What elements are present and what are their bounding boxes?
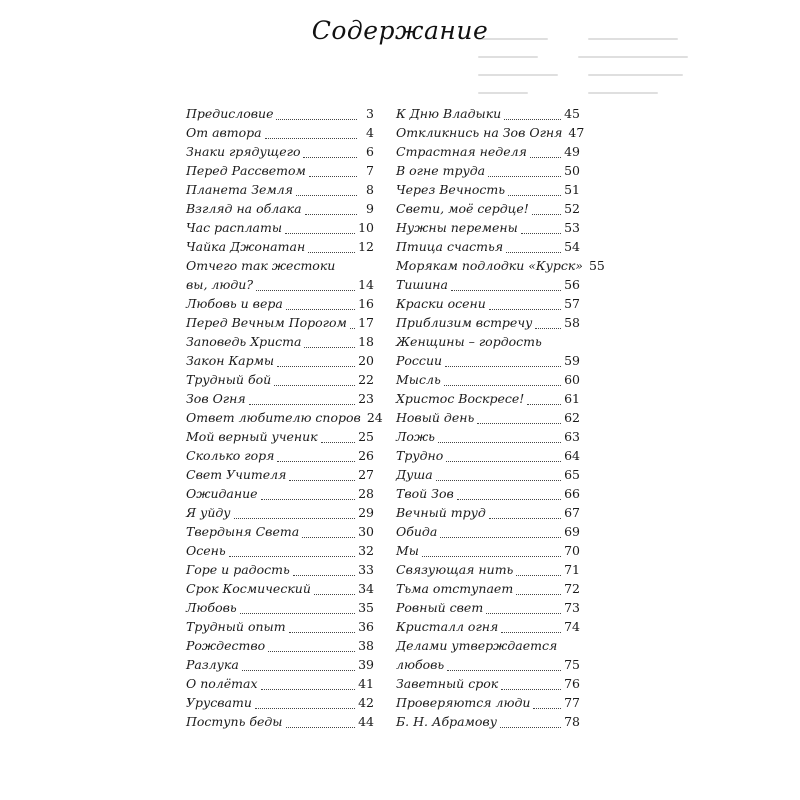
dot-leader xyxy=(274,385,355,386)
toc-entry-title: Женщины – гордость xyxy=(396,334,542,349)
toc-entry xyxy=(396,142,580,161)
dot-leader xyxy=(321,442,355,443)
toc-entry-page: 28 xyxy=(358,486,374,501)
dot-leader xyxy=(277,461,355,462)
toc-entry xyxy=(186,237,374,256)
toc-entry-page: 69 xyxy=(564,524,580,539)
toc-entry-page: 74 xyxy=(564,619,580,634)
dot-leader xyxy=(314,594,355,595)
toc-entry-title: Через Вечность xyxy=(396,182,506,197)
toc-entry-page: 47 xyxy=(568,125,585,140)
toc-entry xyxy=(396,408,580,427)
dot-leader xyxy=(302,537,355,538)
toc-entry-title: Знаки грядущего xyxy=(186,144,301,159)
toc-entry-page: 3 xyxy=(366,106,374,121)
toc-entry xyxy=(186,332,374,351)
dot-leader xyxy=(286,727,356,728)
toc-entry-title: Взгляд на облака xyxy=(186,201,302,216)
toc-entry-title: Трудный опыт xyxy=(186,619,286,634)
toc-entry-title: От автора xyxy=(186,125,262,140)
toc-entry-page: 59 xyxy=(564,353,580,368)
dot-leader xyxy=(293,575,355,576)
toc-entry-page: 44 xyxy=(358,714,374,729)
toc-entry-title: Закон Кармы xyxy=(186,353,275,368)
toc-entry xyxy=(396,484,580,503)
dot-leader xyxy=(229,556,355,557)
dot-leader xyxy=(500,727,561,728)
toc-entry-title: Тишина xyxy=(396,277,448,292)
toc-entry xyxy=(396,370,580,389)
dot-leader xyxy=(289,480,355,481)
toc-entry-line xyxy=(396,351,580,370)
toc-entry xyxy=(186,123,374,142)
toc-entry-title: Вечный труд xyxy=(396,505,486,520)
toc-entry-title: Душа xyxy=(396,467,433,482)
toc-entry-title: Трудно xyxy=(396,448,444,463)
dot-leader xyxy=(477,423,561,424)
toc-entry xyxy=(396,636,580,674)
toc-entry-title: Нужны перемены xyxy=(396,220,518,235)
dot-leader xyxy=(240,613,355,614)
toc-entry-page: 58 xyxy=(564,315,580,330)
toc-entry-page: 63 xyxy=(564,429,580,444)
bleed-through-text xyxy=(478,36,718,108)
toc-entry-title: Делами утверждается xyxy=(396,638,558,653)
toc-entry-page: 62 xyxy=(564,410,580,425)
toc-entry-title: Ожидание xyxy=(186,486,258,501)
toc-entry-title: Твой Зов xyxy=(396,486,454,501)
toc-entry xyxy=(396,123,585,142)
toc-entry xyxy=(186,636,374,655)
dot-leader xyxy=(535,328,561,329)
toc-entry xyxy=(186,256,374,294)
toc-entry-page: 36 xyxy=(358,619,374,634)
toc-entry-title: Любовь xyxy=(186,600,237,615)
toc-entry-page: 18 xyxy=(358,334,374,349)
toc-entry-title: О полётах xyxy=(186,676,258,691)
toc-entry xyxy=(396,712,580,731)
dot-leader xyxy=(308,252,355,253)
toc-entry-page: 42 xyxy=(358,695,374,710)
dot-leader xyxy=(447,670,561,671)
toc-entry xyxy=(186,446,374,465)
toc-entry xyxy=(186,579,374,598)
toc-entry xyxy=(396,389,580,408)
toc-entry xyxy=(186,693,374,712)
toc-entry-page: 56 xyxy=(564,277,580,292)
toc-entry-page: 9 xyxy=(366,201,374,216)
dot-leader xyxy=(488,176,561,177)
toc-entry xyxy=(396,180,580,199)
dot-leader xyxy=(489,309,561,310)
toc-entry xyxy=(396,674,580,693)
toc-entry-title: Срок Космический xyxy=(186,581,311,596)
toc-entry-page: 30 xyxy=(358,524,374,539)
toc-entry-title: Урусвати xyxy=(186,695,252,710)
page-title: Содержание xyxy=(311,16,489,45)
toc-entry-page: 65 xyxy=(564,467,580,482)
toc-entry xyxy=(186,655,374,674)
toc-entry-title: Птица счастья xyxy=(396,239,504,254)
toc-entry-title: Перед Вечным Порогом xyxy=(186,315,347,330)
toc-entry xyxy=(396,693,580,712)
toc-entry-page: 39 xyxy=(358,657,374,672)
toc-entry xyxy=(186,351,374,370)
toc-entry-title: Твердыня Света xyxy=(186,524,300,539)
toc-entry-page: 53 xyxy=(564,220,580,235)
toc-entry xyxy=(396,465,580,484)
toc-entry xyxy=(186,598,374,617)
toc-entry xyxy=(186,199,374,218)
toc-entry-title: Откликнись на Зов Огня xyxy=(396,125,563,140)
toc-entry xyxy=(396,294,580,313)
toc-entry xyxy=(186,142,374,161)
toc-entry-page: 72 xyxy=(564,581,580,596)
dot-leader xyxy=(305,214,357,215)
toc-entry-title: Б. Н. Абрамову xyxy=(396,714,497,729)
toc-entry-page: 66 xyxy=(564,486,580,501)
dot-leader xyxy=(261,499,356,500)
toc-entry-page: 14 xyxy=(358,277,374,292)
dot-leader xyxy=(276,119,357,120)
toc-entry-title: Любовь и вера xyxy=(186,296,283,311)
toc-entry-page: 61 xyxy=(564,391,580,406)
dot-leader xyxy=(256,290,355,291)
toc-entry-page: 8 xyxy=(366,182,374,197)
toc-entry-page: 60 xyxy=(564,372,580,387)
toc-entry-line xyxy=(186,275,374,294)
toc-entry-title: Осень xyxy=(186,543,226,558)
toc-entry-page: 45 xyxy=(564,106,580,121)
toc-entry xyxy=(396,503,580,522)
toc-entry xyxy=(186,389,374,408)
toc-entry xyxy=(396,522,580,541)
toc-entry-title-cont: любовь xyxy=(396,657,445,672)
toc-entry-page: 34 xyxy=(358,581,374,596)
toc-entry-page: 52 xyxy=(564,201,580,216)
toc-entry xyxy=(396,598,580,617)
dot-leader xyxy=(506,252,561,253)
dot-leader xyxy=(521,233,561,234)
toc-entry-page: 55 xyxy=(588,258,605,273)
toc-entry-title: Мы xyxy=(396,543,419,558)
toc-entry-title: Краски осени xyxy=(396,296,486,311)
toc-entry-title: Заповедь Христа xyxy=(186,334,302,349)
toc-entry xyxy=(396,541,580,560)
toc-entry-title: Поступь беды xyxy=(186,714,283,729)
dot-leader xyxy=(533,708,561,709)
dot-leader xyxy=(501,689,561,690)
toc-entry-page: 6 xyxy=(366,144,374,159)
toc-entry xyxy=(396,617,580,636)
dot-leader xyxy=(268,651,355,652)
toc-entry xyxy=(396,446,580,465)
toc-entry xyxy=(186,427,374,446)
toc-entry-title: Заветный срок xyxy=(396,676,499,691)
toc-entry-title: Христос Воскресе! xyxy=(396,391,525,406)
dot-leader xyxy=(516,594,561,595)
toc-entry-page: 51 xyxy=(564,182,580,197)
toc-entry-page: 24 xyxy=(366,410,383,425)
dot-leader xyxy=(489,518,561,519)
dot-leader xyxy=(303,157,357,158)
toc-entry-page: 16 xyxy=(358,296,374,311)
toc-entry xyxy=(396,275,580,294)
toc-entry-title: Обида xyxy=(396,524,438,539)
toc-entry-page: 27 xyxy=(358,467,374,482)
dot-leader xyxy=(444,385,561,386)
dot-leader xyxy=(504,119,561,120)
toc-entry xyxy=(186,712,374,731)
toc-entry-title: В огне труда xyxy=(396,163,486,178)
dot-leader xyxy=(234,518,356,519)
toc-entry-title: Планета Земля xyxy=(186,182,294,197)
dot-leader xyxy=(249,404,355,405)
toc-entry xyxy=(396,256,605,275)
dot-leader xyxy=(532,214,561,215)
dot-leader xyxy=(350,328,355,329)
toc-entry xyxy=(186,560,374,579)
toc-entry xyxy=(396,560,580,579)
toc-entry-page: 54 xyxy=(564,239,580,254)
dot-leader xyxy=(527,404,561,405)
toc-column-left xyxy=(186,104,383,731)
toc-entry-title: Я уйду xyxy=(186,505,231,520)
dot-leader xyxy=(265,138,357,139)
toc-entry xyxy=(396,161,580,180)
toc-entry-page: 33 xyxy=(358,562,374,577)
toc-entry-title: Свети, моё сердце! xyxy=(396,201,529,216)
toc-entry-page: 26 xyxy=(358,448,374,463)
dot-leader xyxy=(422,556,561,557)
toc-entry-title: Ответ любителю споров xyxy=(186,410,361,425)
toc-entry xyxy=(186,541,374,560)
toc-entry xyxy=(186,180,374,199)
toc-entry-title: Приблизим встречу xyxy=(396,315,533,330)
toc-entry xyxy=(186,522,374,541)
toc-entry-page: 50 xyxy=(564,163,580,178)
toc-entry-title: Морякам подлодки «Курск» xyxy=(396,258,583,273)
toc-entry-page: 12 xyxy=(358,239,374,254)
toc-entry xyxy=(396,218,580,237)
toc-entry xyxy=(396,313,580,332)
toc-entry-title: Мой верный ученик xyxy=(186,429,318,444)
toc-entry xyxy=(186,370,374,389)
dot-leader xyxy=(309,176,357,177)
toc-entry-page: 7 xyxy=(366,163,374,178)
toc-entry-title: Отчего так жестоки xyxy=(186,258,336,273)
toc-entry xyxy=(186,104,374,123)
toc-entry xyxy=(186,294,374,313)
toc-entry-title: Страстная неделя xyxy=(396,144,527,159)
toc-entry-page: 67 xyxy=(564,505,580,520)
dot-leader xyxy=(516,575,561,576)
toc-entry xyxy=(396,199,580,218)
dot-leader xyxy=(486,613,561,614)
toc-entry-page: 41 xyxy=(358,676,374,691)
toc-entry-page: 73 xyxy=(564,600,580,615)
toc-entry-page: 49 xyxy=(564,144,580,159)
toc-entry-title: Горе и радость xyxy=(186,562,290,577)
toc-entry-title: Проверяются люди xyxy=(396,695,531,710)
toc-column-right xyxy=(396,104,605,731)
toc-entry xyxy=(396,237,580,256)
toc-entry-title: Разлука xyxy=(186,657,239,672)
toc-entry-title: Ровный свет xyxy=(396,600,484,615)
toc-entry xyxy=(396,332,580,370)
toc-entry-title: Зов Огня xyxy=(186,391,246,406)
toc-entry-page: 29 xyxy=(358,505,374,520)
toc-entry-line xyxy=(396,655,580,674)
toc-entry xyxy=(186,218,374,237)
dot-leader xyxy=(296,195,357,196)
toc-entry-page: 76 xyxy=(564,676,580,691)
dot-leader xyxy=(304,347,355,348)
dot-leader xyxy=(277,366,355,367)
toc-entry xyxy=(186,313,374,332)
dot-leader xyxy=(261,689,356,690)
toc-entry-title: Сколько горя xyxy=(186,448,275,463)
dot-leader xyxy=(285,233,355,234)
toc-entry xyxy=(186,503,374,522)
toc-entry-page: 22 xyxy=(358,372,374,387)
toc-entry-page: 70 xyxy=(564,543,580,558)
toc-entry-title: Чайка Джонатан xyxy=(186,239,306,254)
toc-entry xyxy=(186,674,374,693)
dot-leader xyxy=(289,632,356,633)
dot-leader xyxy=(530,157,561,158)
dot-leader xyxy=(501,632,561,633)
toc-entry xyxy=(186,408,383,427)
dot-leader xyxy=(255,708,355,709)
dot-leader xyxy=(508,195,561,196)
toc-entry-page: 4 xyxy=(366,125,374,140)
toc-entry-title: Тьма отступает xyxy=(396,581,514,596)
toc-entry-page: 17 xyxy=(358,315,374,330)
toc-entry-title: Ложь xyxy=(396,429,435,444)
toc-entry-title: Кристалл огня xyxy=(396,619,499,634)
toc-entry xyxy=(186,161,374,180)
toc-entry-title: Рождество xyxy=(186,638,266,653)
toc-entry-page: 64 xyxy=(564,448,580,463)
dot-leader xyxy=(286,309,355,310)
toc-entry-title: Новый день xyxy=(396,410,475,425)
toc-entry-page: 78 xyxy=(564,714,580,729)
toc-entry-page: 35 xyxy=(358,600,374,615)
dot-leader xyxy=(242,670,355,671)
dot-leader xyxy=(445,366,561,367)
toc-entry-title: Час расплаты xyxy=(186,220,283,235)
toc-entry-title: К Дню Владыки xyxy=(396,106,502,121)
toc-entry-title-cont: вы, люди? xyxy=(186,277,254,292)
dot-leader xyxy=(451,290,561,291)
toc-entry-page: 77 xyxy=(564,695,580,710)
dot-leader xyxy=(438,442,561,443)
toc-entry xyxy=(186,617,374,636)
toc-entry-page: 20 xyxy=(358,353,374,368)
toc-entry-title: Перед Рассветом xyxy=(186,163,306,178)
toc-entry-title: Трудный бой xyxy=(186,372,272,387)
toc-entry-page: 38 xyxy=(358,638,374,653)
toc-entry-page: 32 xyxy=(358,543,374,558)
toc-entry-page: 57 xyxy=(564,296,580,311)
dot-leader xyxy=(457,499,561,500)
dot-leader xyxy=(446,461,561,462)
toc-entry-page: 23 xyxy=(358,391,374,406)
dot-leader xyxy=(440,537,561,538)
toc-entry xyxy=(186,484,374,503)
toc-entry-page: 10 xyxy=(358,220,374,235)
toc-entry-title: Свет Учителя xyxy=(186,467,287,482)
toc-entry xyxy=(396,104,580,123)
toc-entry xyxy=(396,579,580,598)
toc-entry-page: 71 xyxy=(564,562,580,577)
toc-entry xyxy=(186,465,374,484)
toc-entry-title: Мысль xyxy=(396,372,441,387)
toc-entry-page: 25 xyxy=(358,429,374,444)
toc-entry-title-cont: России xyxy=(396,353,443,368)
toc-entry-title: Связующая нить xyxy=(396,562,514,577)
toc-entry xyxy=(396,427,580,446)
dot-leader xyxy=(436,480,561,481)
toc-entry-page: 75 xyxy=(564,657,580,672)
toc-entry-title: Предисловие xyxy=(186,106,274,121)
